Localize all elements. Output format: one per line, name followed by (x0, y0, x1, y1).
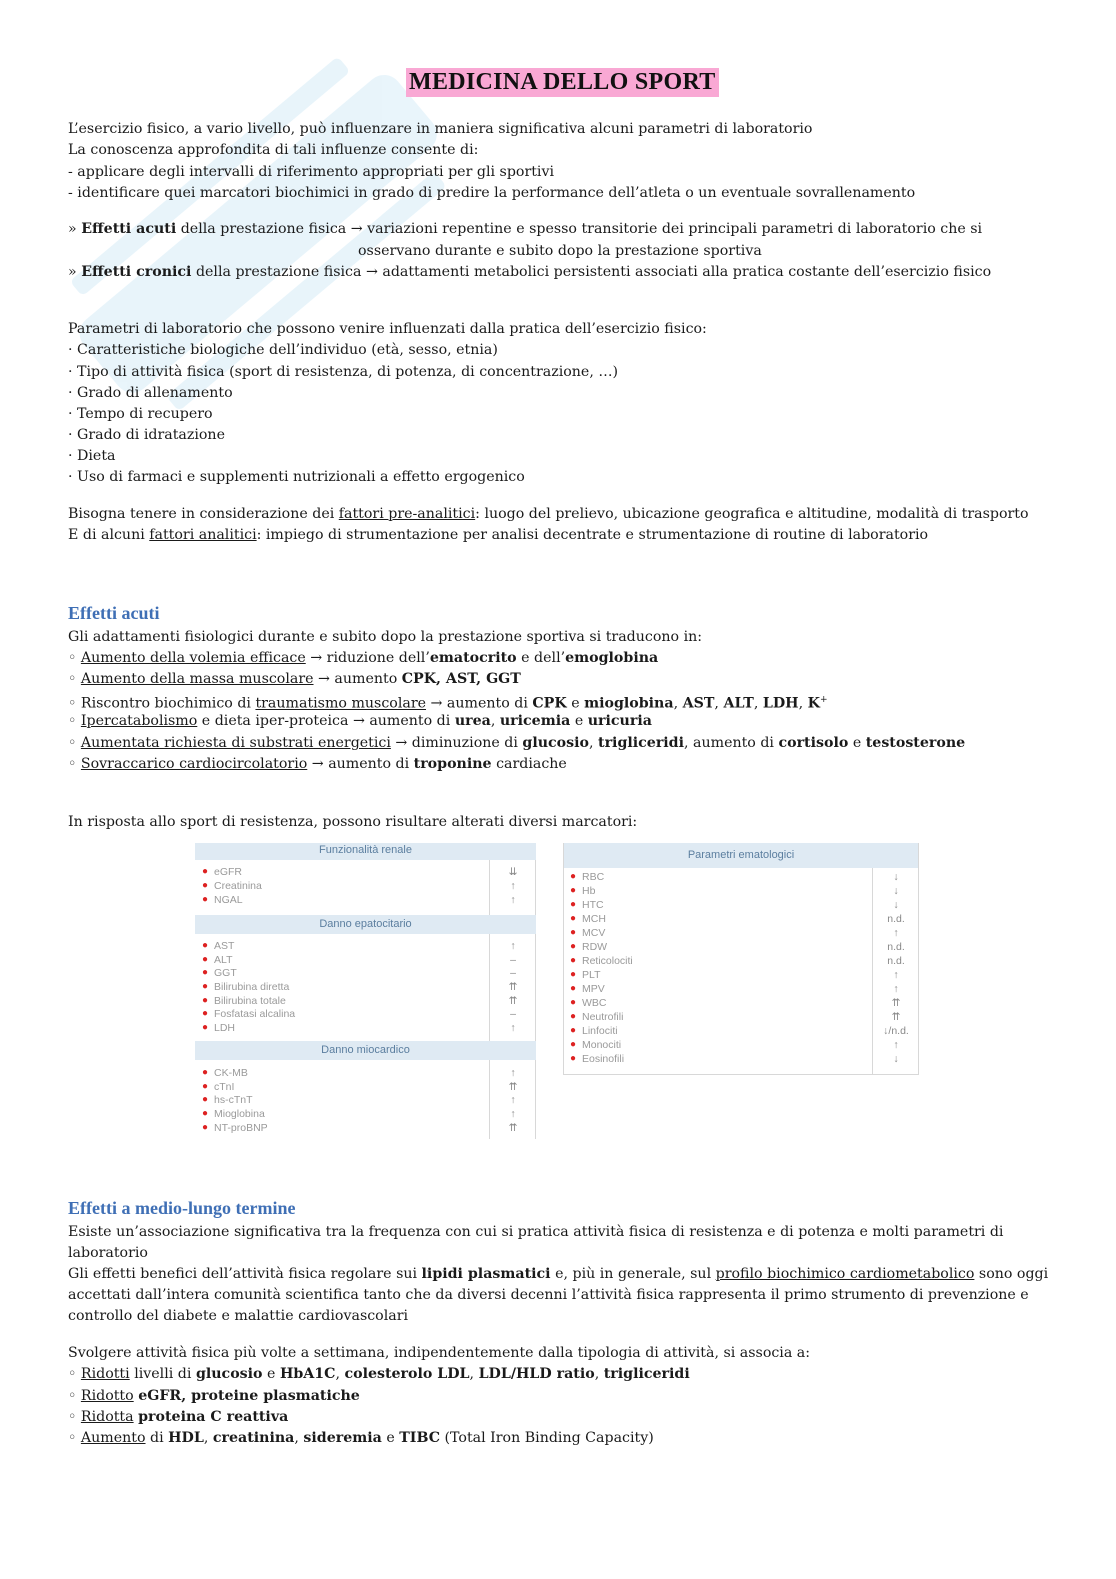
markers-table-left (195, 843, 536, 1139)
page-title-wrap (406, 68, 719, 97)
chronic-effects-line: » Effetti cronici della prestazione fisica → adattamenti metabolici persistenti associati alla pratica costante dell’esercizio fisico (68, 264, 992, 280)
table-section-title: Danno epatocitario (195, 915, 536, 934)
medium-bullet-1: ◦ Ridotti livelli di glucosio e HbA1C, colesterolo LDL, LDL/HLD ratio, trigliceridi (68, 1366, 690, 1382)
table-row: ● Creatinina ↑ (202, 880, 516, 892)
table-row: ● Monociti ↑ (570, 1039, 899, 1051)
table-row: ● ALT – (202, 954, 516, 966)
table-row: ● Mioglobina ↑ (202, 1108, 516, 1120)
table-row: ● Fosfatasi alcalina – (202, 1008, 516, 1020)
medium-p2-line-2: accettati dall’intera comunità scientifica tanto che da diversi decenni l’attività fisica rappresenta il primo strumento di prevenzione e (68, 1287, 1029, 1303)
table-row: ● LDH ↑ (202, 1022, 516, 1034)
acute-bullet-5: ◦ Aumentata richiesta di substrati energetici → diminuzione di glucosio, trigliceridi, aumento di cortisolo e testosterone (68, 735, 966, 751)
table-right-title: Parametri ematologici (563, 843, 919, 868)
medium-p2-line-3: controllo del diabete e malattie cardiovascolari (68, 1308, 409, 1324)
table-row: ● Bilirubina totale ⇈ (202, 995, 518, 1007)
table-row: ● Reticolociti n.d. (570, 955, 905, 967)
table-row: ● WBC ⇈ (570, 997, 901, 1009)
markers-table-right (563, 843, 919, 1075)
acute-effects-cont: osservano durante e subito dopo la prestazione sportiva (358, 243, 762, 259)
table-row: ● cTnI ⇈ (202, 1081, 518, 1093)
table-section-liver (195, 915, 536, 1034)
medium-p2-line-1: Gli effetti benefici dell’attività fisica regolare sui lipidi plasmatici e, più in generale, sul profilo biochimico cardiometabolico sono oggi (68, 1266, 1049, 1282)
medium-p1-line-2: laboratorio (68, 1245, 148, 1261)
section-heading-medium: Effetti a medio-lungo termine (68, 1198, 296, 1218)
medium-p1-line-1: Esiste un’associazione significativa tra la frequenza con cui si pratica attività fisica di resistenza e di potenza e molti parametri di (68, 1224, 1004, 1240)
intro-line-4: - identificare quei marcatori biochimici in grado di predire la performance dell’atleta o un eventuale sovrallenamento (68, 185, 916, 201)
medium-bullet-4: ◦ Aumento di HDL, creatinina, sideremia e TIBC (Total Iron Binding Capacity) (68, 1430, 654, 1446)
acute-bullet-1: ◦ Aumento della volemia efficace → riduzione dell’ematocrito e dell’emoglobina (68, 650, 659, 666)
table-row: ● NT-proBNP ⇈ (202, 1122, 518, 1134)
table-row: ● RDW n.d. (570, 941, 905, 953)
pre-analytic-factors: Bisogna tenere in considerazione dei fattori pre-analitici: luogo del prelievo, ubicazione geografica e altitudine, modalità di trasporto (68, 506, 1029, 522)
table-row: ● NGAL ↑ (202, 894, 516, 906)
table-row: ● GGT – (202, 967, 516, 979)
table-row: ● HTC ↓ (570, 899, 899, 911)
acute-bullet-6: ◦ Sovraccarico cardiocircolatorio → aumento di troponine cardiache (68, 756, 567, 772)
table-section-title: Danno miocardico (195, 1041, 536, 1060)
params-item: · Tipo di attività fisica (sport di resistenza, di potenza, di concentrazione, …) (68, 364, 619, 380)
table-section-title: Funzionalità renale (195, 843, 536, 860)
medium-bullet-2: ◦ Ridotto eGFR, proteine plasmatiche (68, 1388, 360, 1404)
page-title: MEDICINA DELLO SPORT (406, 68, 719, 97)
acute-bullet-4: ◦ Ipercatabolismo e dieta iper-proteica → aumento di urea, uricemia e uricuria (68, 713, 652, 729)
params-item: · Grado di idratazione (68, 427, 225, 443)
intro-line-3: - applicare degli intervalli di riferimento appropriati per gli sportivi (68, 164, 555, 180)
params-item: · Caratteristiche biologiche dell’individuo (età, sesso, etnia) (68, 342, 498, 358)
analytic-factors: E di alcuni fattori analitici: impiego di strumentazione per analisi decentrate e strumentazione di routine di laboratorio (68, 527, 929, 543)
section-heading-acute: Effetti acuti (68, 603, 160, 623)
params-item: · Grado di allenamento (68, 385, 233, 401)
table-row: ● MCH n.d. (570, 913, 905, 925)
table-row: ● Bilirubina diretta ⇈ (202, 981, 518, 993)
acute-effects-line: » Effetti acuti della prestazione fisica → variazioni repentine e spesso transitorie dei principali parametri di laboratorio che si (68, 221, 983, 237)
params-item: · Tempo di recupero (68, 406, 213, 422)
acute-bullet-3: ◦ Riscontro biochimico di traumatismo muscolare → aumento di CPK e mioglobina, AST, ALT, LDH, K+ (68, 695, 828, 712)
table-row: ● CK-MB ↑ (202, 1067, 516, 1079)
table-section-renal (195, 843, 536, 906)
table-section-heart (195, 1041, 536, 1134)
table-row: ● Eosinofili ↓ (570, 1053, 899, 1065)
intro-line-1: L’esercizio fisico, a vario livello, può influenzare in maniera significativa alcuni parametri di laboratorio (68, 121, 813, 137)
params-heading: Parametri di laboratorio che possono venire influenzati dalla pratica dell’esercizio fisico: (68, 321, 707, 337)
table-row: ● hs-cTnT ↑ (202, 1094, 516, 1106)
intro-line-2: La conoscenza approfondita di tali influenze consente di: (68, 142, 479, 158)
resistance-intro: In risposta allo sport di resistenza, possono risultare alterati diversi marcatori: (68, 814, 638, 830)
table-row: ● RBC ↓ (570, 871, 899, 883)
table-row: ● Neutrofili ⇈ (570, 1011, 901, 1023)
table-row: ● AST ↑ (202, 940, 516, 952)
params-item: · Uso di farmaci e supplementi nutrizionali a effetto ergogenico (68, 469, 525, 485)
params-item: · Dieta (68, 448, 116, 464)
medium-p3: Svolgere attività fisica più volte a settimana, indipendentemente dalla tipologia di attività, si associa a: (68, 1345, 811, 1361)
acute-intro: Gli adattamenti fisiologici durante e subito dopo la prestazione sportiva si traducono in: (68, 629, 703, 645)
table-row: ● eGFR ⇊ (202, 866, 518, 878)
medium-bullet-3: ◦ Ridotta proteina C reattiva (68, 1409, 289, 1425)
table-row: ● PLT ↑ (570, 969, 899, 981)
table-row: ● Linfociti ↓/n.d. (570, 1025, 909, 1037)
table-row: ● Hb ↓ (570, 885, 899, 897)
table-row: ● MCV ↑ (570, 927, 899, 939)
acute-bullet-2: ◦ Aumento della massa muscolare → aumento CPK, AST, GGT (68, 671, 521, 687)
table-row: ● MPV ↑ (570, 983, 899, 995)
